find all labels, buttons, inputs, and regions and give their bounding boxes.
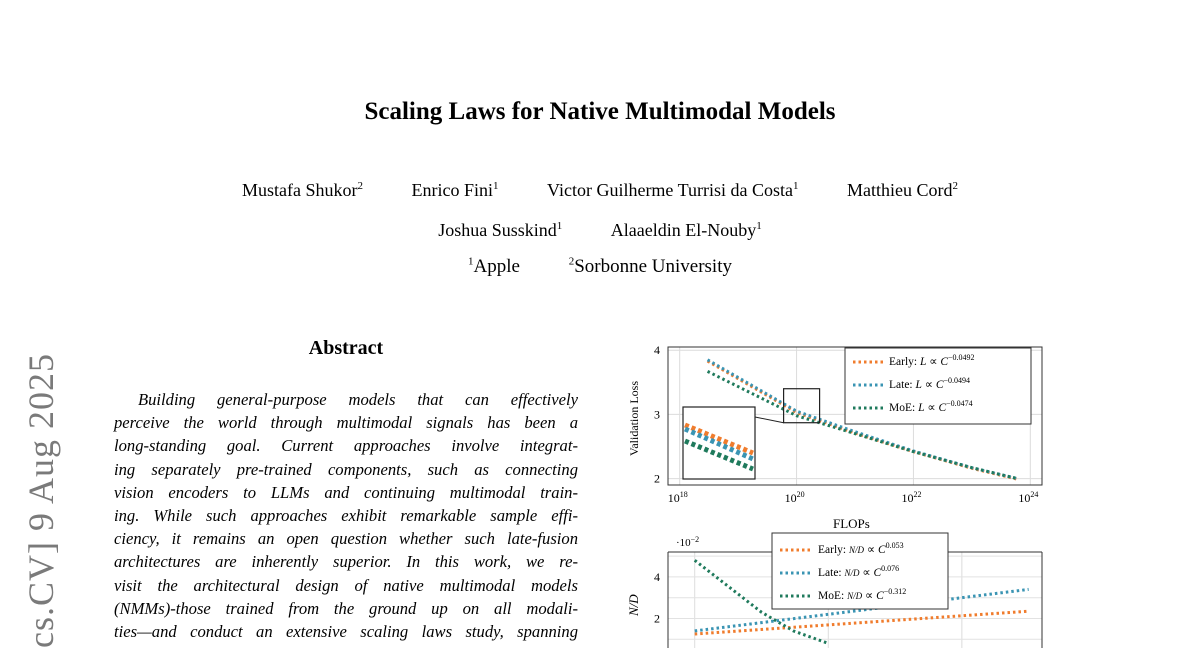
y-tick-label: 4 [654, 569, 660, 584]
x-tick-label: $10^{18}$ [667, 490, 688, 505]
y-scale-label [676, 535, 699, 549]
legend-entry: Early: $L \propto C^{-0.0492}$ [889, 353, 975, 368]
x-tick-label: $10^{24}$ [1018, 490, 1039, 505]
abstract-line: architectures are inherently superior. In this work, we re- [114, 552, 578, 572]
legend-exponent: −0.0474 [946, 399, 973, 408]
legend-exponent: −0.312 [883, 587, 907, 596]
x-tick-exponent: 20 [796, 490, 805, 499]
y-axis-label: Validation Loss [627, 381, 641, 456]
arxiv-stamp: cs.CV] 9 Aug 2025 [21, 353, 61, 648]
legend-entry: MoE: $L \propto C^{-0.0474}$ [889, 399, 973, 414]
legend-formula: C [877, 544, 886, 556]
legend-formula: ∝ [859, 567, 874, 579]
author: Matthieu Cord$^2$ [846, 180, 958, 200]
y-tick-label: 4 [654, 343, 660, 358]
x-tick-exponent: 18 [679, 490, 688, 499]
loss-vs-flops-chart [620, 335, 1060, 530]
legend-exponent: 0.053 [885, 541, 904, 550]
author: Joshua Susskind$^1$ [438, 220, 563, 240]
legend-formula: C [940, 356, 949, 368]
legend-formula: L [918, 402, 925, 414]
abstract-line: vision encoders to LLMs and continuing multimodal train- [114, 482, 578, 502]
affiliation: $^2$Sorbonne University [568, 256, 732, 278]
legend-formula: ∝ [864, 544, 878, 556]
legend-formula: C [938, 402, 947, 414]
abstract-line: visit the architectural design of native multimodal models [114, 575, 578, 595]
legend-formula: C [873, 567, 882, 579]
legend-formula: L [915, 379, 922, 391]
y-scale-base: ·10 [676, 537, 691, 549]
legend-formula: ∝ [926, 356, 941, 368]
series-line-early [695, 611, 1029, 634]
legend-formula: C [876, 590, 884, 602]
x-axis-label: FLOPs [833, 516, 870, 530]
abstract-line: ing separately pre-trained components, such as connecting [114, 459, 578, 479]
y-tick-label: 2 [654, 611, 660, 626]
abstract-line: perceive the world through multimodal signals has been a [114, 413, 578, 433]
author: Victor Guilherme Turrisi da Costa$^1$ [547, 180, 799, 200]
legend-formula: ∝ [862, 590, 877, 602]
authors-row-1 [0, 180, 1200, 201]
abstract-heading: Abstract [308, 337, 384, 359]
y-tick-label: 3 [654, 407, 660, 422]
author: Alaaeldin El-Nouby$^1$ [610, 220, 762, 240]
x-tick-label: $10^{22}$ [901, 490, 922, 505]
abstract-line: Building general-purpose models that can effectively [138, 390, 578, 409]
abstract-line: ing. While such approaches exhibit remarkable sample effi- [114, 506, 578, 526]
abstract-line: (NMMs)-those trained from the ground up on all modali- [114, 598, 578, 618]
abstract-line: ciency, it remains an open question whether such late-fusion [114, 529, 578, 549]
legend-formula: L [919, 356, 927, 368]
legend-entry: Late: $N/D \propto C^{0.076}$ [818, 564, 900, 579]
nd-ratio-chart [620, 530, 1060, 648]
x-tick-label: $10^{20}$ [784, 490, 805, 505]
paper-title: Scaling Laws for Native Multimodal Models [364, 98, 836, 125]
legend-entry: MoE: $N/D \propto C^{-0.312}$ [818, 587, 907, 602]
legend-entry: Early: $N/D \propto C^{0.053}$ [818, 541, 904, 556]
abstract-text [114, 388, 578, 643]
x-tick-exponent: 24 [1030, 490, 1039, 499]
legend-formula: C [935, 379, 944, 391]
legend-entry: Late: $L \propto C^{-0.0494}$ [889, 376, 971, 391]
author: Enrico Fini$^1$ [411, 180, 499, 200]
x-tick-exponent: 22 [913, 490, 922, 499]
y-tick-label: 2 [654, 471, 660, 486]
legend-formula: N/D [844, 568, 860, 578]
legend-exponent: 0.076 [881, 564, 900, 573]
legend-formula: ∝ [921, 379, 936, 391]
abstract-line: ties—and conduct an extensive scaling laws study, spanning [114, 622, 578, 642]
y-scale-exp: −2 [690, 535, 700, 544]
affiliation: $^1$Apple [468, 256, 520, 278]
inset-connector [755, 417, 784, 423]
legend-formula: N/D [847, 591, 863, 601]
author: Mustafa Shukor$^2$ [242, 180, 364, 200]
legend-exponent: −0.0492 [948, 353, 975, 362]
affiliations [0, 256, 1200, 278]
legend-exponent: −0.0494 [943, 376, 971, 385]
legend-formula: ∝ [924, 402, 939, 414]
y-axis-label: N/D [626, 594, 641, 616]
legend-formula: N/D [848, 545, 864, 555]
abstract-line: long-standing goal. Current approaches involve integrat- [114, 436, 578, 456]
authors-row-2 [0, 220, 1200, 241]
